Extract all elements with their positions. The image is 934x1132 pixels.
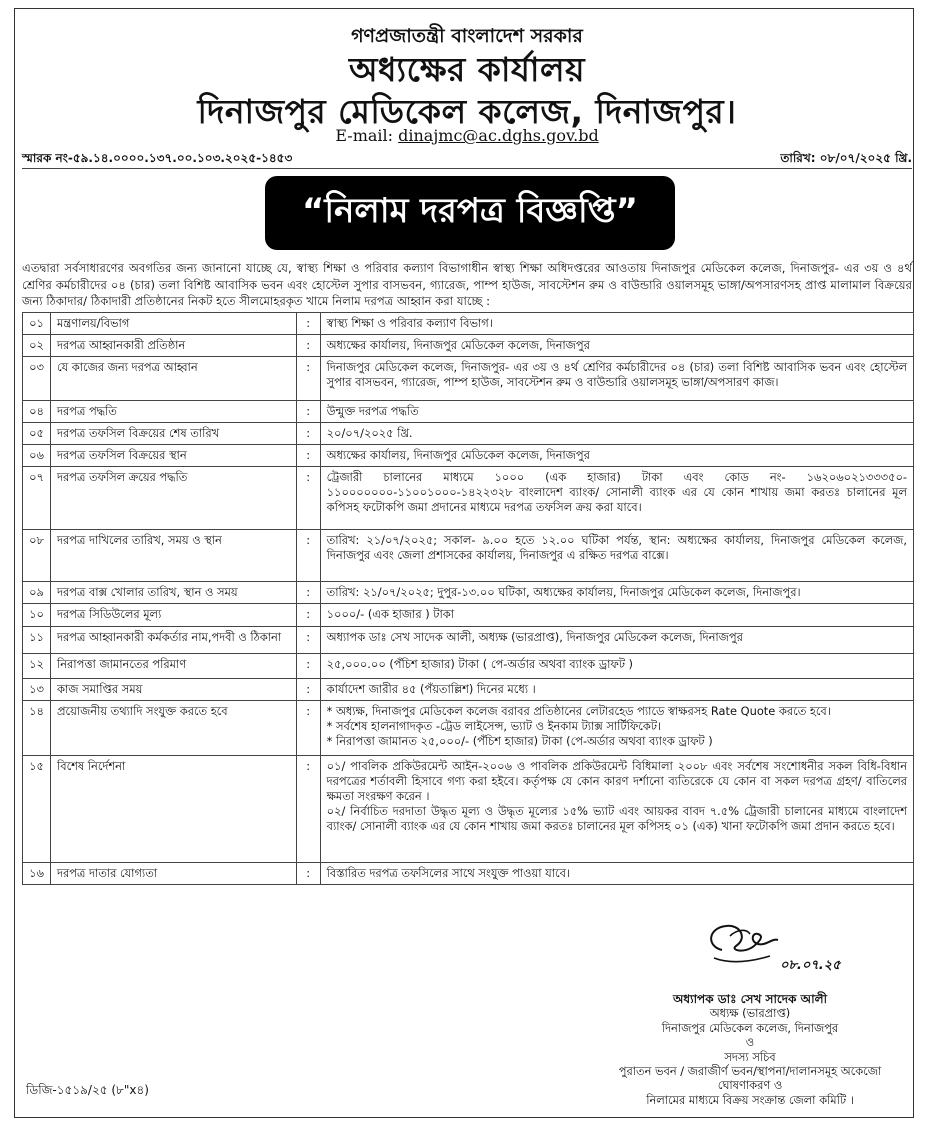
row-value bbox=[320, 401, 913, 423]
row-number: ০১ bbox=[23, 313, 51, 335]
row-value bbox=[320, 701, 913, 756]
row-label: প্রয়োজনীয় তথ্যাদি সংযুক্ত করতে হবে bbox=[50, 701, 296, 756]
notice-title-banner bbox=[265, 176, 675, 250]
row-colon: : bbox=[296, 701, 320, 756]
row-value-line: * নিরাপত্তা জামানত ২৫,০০০/- (পঁচিশ হাজার) টাকা (পে-অর্ডার অথবা ব্যাংক ড্রাফট ) bbox=[326, 734, 713, 748]
row-value bbox=[320, 357, 913, 401]
signature-scribble-icon bbox=[700, 916, 790, 968]
table-row bbox=[23, 313, 914, 335]
row-colon: : bbox=[296, 679, 320, 701]
table-row bbox=[23, 423, 914, 445]
row-number: ০৮ bbox=[23, 530, 51, 582]
row-number: ১২ bbox=[23, 654, 51, 679]
row-label: দরপত্র তফসিল বিক্রয়ের শেষ তারিখ bbox=[50, 423, 296, 445]
table-row bbox=[23, 445, 914, 467]
row-label: কাজ সমাপ্তির সময় bbox=[50, 679, 296, 701]
row-value-line: ০১/ পাবলিক প্রকিউরমেন্ট আইন-২০০৬ ও পাবলিক প্রকিউরমেন্ট বিধিমালা ২০০৮ এবং সর্বশেষ সংশোধনীর সকল বিধি-বিধান দরপত্রের শর্তাবলী হিসাবে গণ্য করা হইবে। কর্তৃপক্ষ যে কোন কারণ দর্শানো ব্যতিরেকে যে কোন বা সকল দরপত্র গ্রহণ/ বাতিলের ক্ষমতা সংরক্ষণ করেন । bbox=[326, 759, 907, 803]
row-value-line: কার্যাদেশ জারীর ৪৫ (পঁয়তাল্লিশ) দিনের মধ্যে । bbox=[326, 682, 536, 696]
row-colon: : bbox=[296, 467, 320, 530]
row-value-line: অধ্যক্ষের কার্যালয়, দিনাজপুর মেডিকেল কলেজ, দিনাজপুর bbox=[326, 338, 590, 352]
table-row bbox=[23, 654, 914, 679]
table-row bbox=[23, 530, 914, 582]
row-label: বিশেষ নির্দেশনা bbox=[50, 756, 296, 863]
signatory-name: অধ্যাপক ডাঃ সেখ সাদেক আলী bbox=[672, 992, 828, 1006]
table-row bbox=[23, 335, 914, 357]
row-label: মন্ত্রণালয়/বিভাগ bbox=[50, 313, 296, 335]
row-value bbox=[320, 423, 913, 445]
document-id: ডিজি-১৫১৯/২৫ (৮"x৪) bbox=[26, 1083, 149, 1097]
row-label: দরপত্র আহ্বানকারী কর্মকর্তার নাম,পদবী ও ঠিকানা bbox=[50, 627, 296, 654]
college-title: দিনাজপুর মেডিকেল কলেজ, দিনাজপুর। bbox=[197, 92, 737, 131]
row-value-line: * সর্বশেষ হালনাগাদকৃত -ট্রেড লাইসেন্স, ভ্যাট ও ইনকাম ট্যাক্স সার্টিফিকেট। bbox=[326, 719, 662, 733]
row-number: ০৪ bbox=[23, 401, 51, 423]
email-label: E-mail: bbox=[335, 126, 394, 145]
email-address[interactable]: dinajmc@ac.dghs.gov.bd bbox=[398, 126, 599, 145]
row-number: ০৫ bbox=[23, 423, 51, 445]
memo-date: তারিখ: ০৮/০৭/২০২৫ খ্রি. bbox=[780, 151, 912, 165]
signature-conjunction: ও bbox=[745, 1035, 755, 1050]
row-value bbox=[320, 863, 913, 885]
committee-line-2: ঘোষণাকরণ ও bbox=[717, 1078, 783, 1093]
row-value bbox=[320, 654, 913, 679]
row-value-line: স্বাস্থ্য শিক্ষা ও পরিবার কল্যাণ বিভাগ। bbox=[326, 316, 493, 330]
row-colon: : bbox=[296, 423, 320, 445]
row-number: ১৬ bbox=[23, 863, 51, 885]
row-value-line: তারিখ: ২১/০৭/২০২৫; সকাল- ৯.০০ হতে ১২.০০ ঘটিকা পর্যন্ত, স্থান: অধ্যক্ষের কার্যালয়, দিনাজপুর মেডিকেল কলেজ, দিনাজপুর এবং জেলা প্রশাসকের কার্যালয়, দিনাজপুর এ রক্ষিত দরপত্র বাক্সে। bbox=[326, 533, 907, 562]
signature-block bbox=[600, 992, 900, 1107]
row-colon: : bbox=[296, 445, 320, 467]
row-label: দরপত্র দাখিলের তারিখ, সময় ও স্থান bbox=[50, 530, 296, 582]
table-row bbox=[23, 401, 914, 423]
row-value-line: ট্রেজারী চালানের মাধ্যমে ১০০০ (এক হাজার) টাকা এবং কোড নং- ১৬২০৬০২১৩৩৩৫০- ১১০০০০০০০-১১০০১০০০-১৪২২৩২৮ বাংলাদেশ ব্যাংক/ সোনালী ব্যাংক এর যে কোন শাখায় জমা করতঃ চালানের মূল কপিসহ ফটোকপি জমা প্রদানের মাধ্যমে দরপত্র তফসিল ক্রয় করা যাবে। bbox=[326, 470, 907, 514]
row-label: দরপত্র বাক্স খোলার তারিখ, স্থান ও সময় bbox=[50, 582, 296, 604]
row-number: ১৩ bbox=[23, 679, 51, 701]
row-number: ০২ bbox=[23, 335, 51, 357]
row-value bbox=[320, 582, 913, 604]
row-value bbox=[320, 756, 913, 863]
row-colon: : bbox=[296, 582, 320, 604]
row-colon: : bbox=[296, 863, 320, 885]
row-value bbox=[320, 679, 913, 701]
row-colon: : bbox=[296, 335, 320, 357]
table-row bbox=[23, 701, 914, 756]
table-row bbox=[23, 679, 914, 701]
email-line bbox=[0, 126, 934, 145]
committee-line-1: পুরাতন ভবন / জরাজীর্ণ ভবন/স্থাপনা/দালানসমূহ অকেজো bbox=[618, 1064, 882, 1079]
row-colon: : bbox=[296, 313, 320, 335]
row-value-line: উন্মুক্ত দরপত্র পদ্ধতি bbox=[326, 404, 419, 418]
memo-line bbox=[22, 150, 912, 169]
row-value bbox=[320, 604, 913, 627]
notice-title: “নিলাম দরপত্র বিজ্ঞপ্তি” bbox=[302, 190, 638, 231]
row-value-line: ১০০০/- (এক হাজার ) টাকা bbox=[326, 607, 455, 621]
row-label: যে কাজের জন্য দরপত্র আহ্বান bbox=[50, 357, 296, 401]
government-name: গণপ্রজাতন্ত্রী বাংলাদেশ সরকার bbox=[351, 25, 583, 47]
table-row bbox=[23, 357, 914, 401]
row-value-line: তারিখ: ২১/০৭/২০২৫; দুপুর-১৩.০০ ঘটিকা, অধ্যক্ষের কার্যালয়, দিনাজপুর মেডিকেল কলেজ, দিনাজপুর। bbox=[326, 585, 801, 599]
row-value-line: দিনাজপুর মেডিকেল কলেজ, দিনাজপুর- এর ৩য় ও ৪র্থ শ্রেণির কর্মচারীদের ০৪ (চার) তলা বিশিষ্ট আবাসিক ভবন এবং হোস্টেল সুপার বাসভবন, গ্যারেজ, পাম্প হাউজ, সাবস্টেশন রুম ও বাউন্ডারি ওয়ালসমূহ ভাঙ্গা/অপসারণ কাজ। bbox=[326, 360, 907, 389]
row-value bbox=[320, 627, 913, 654]
office-title: অধ্যক্ষের কার্যালয় bbox=[348, 50, 586, 89]
row-colon: : bbox=[296, 627, 320, 654]
row-colon: : bbox=[296, 530, 320, 582]
row-label: নিরাপত্তা জামানতের পরিমাণ bbox=[50, 654, 296, 679]
row-value-line: * অধ্যক্ষ, দিনাজপুর মেডিকেল কলেজ বরাবর প্রতিষ্ঠানের লেটারহেড প্যাডে স্বাক্ষরসহ Rate Quote করতে হবে। bbox=[326, 704, 831, 718]
row-number: ০৬ bbox=[23, 445, 51, 467]
row-value bbox=[320, 445, 913, 467]
intro-paragraph: এতদ্বারা সর্বসাধারণের অবগতির জন্য জানানো যাচ্ছে যে, স্বাস্থ্য শিক্ষা ও পরিবার কল্যাণ বিভাগাধীন স্বাস্থ্য শিক্ষা অধিদপ্তরের আওতায় দিনাজপুর মেডিকেল কলেজ, দিনাজপুর- এর ৩য় ও ৪র্থ শ্রেণির কর্মচারীদের ০৪ (চার) তলা বিশিষ্ট আবাসিক ভবন এবং হোস্টেল সুপার বাসভবন, গ্যারেজ, পাম্প হাউজ, সাবস্টেশন রুম ও বাউন্ডারি ওয়ালসমূহ ভাঙ্গা/অপসারণসহ প্রাপ্ত মালামাল বিক্রয়ের জন্য ঠিকাদার/ ঠিকাদারী প্রতিষ্ঠানের নিকট হতে সীলমোহরকৃত খামে নিলাম দরপত্র আহ্বান করা যাচ্ছে : bbox=[22, 261, 912, 308]
row-number: ০৯ bbox=[23, 582, 51, 604]
row-value-line: ২৫,০০০.০০ (পঁচিশ হাজার) টাকা ( পে-অর্ডার অথবা ব্যাংক ড্রাফট ) bbox=[326, 657, 633, 671]
committee-line-3: নিলামের মাধ্যমে বিক্রয় সংক্রান্ত জেলা কমিটি । bbox=[646, 1092, 854, 1107]
row-number: ১৫ bbox=[23, 756, 51, 863]
row-number: ১১ bbox=[23, 627, 51, 654]
row-number: ১০ bbox=[23, 604, 51, 627]
row-colon: : bbox=[296, 654, 320, 679]
row-label: দরপত্র সিডিউলের মূল্য bbox=[50, 604, 296, 627]
row-value bbox=[320, 530, 913, 582]
row-label: দরপত্র পদ্ধতি bbox=[50, 401, 296, 423]
row-value-line: অধ্যক্ষের কার্যালয়, দিনাজপুর মেডিকেল কলেজ, দিনাজপুর bbox=[326, 448, 590, 462]
row-label: দরপত্র দাতার যোগ্যতা bbox=[50, 863, 296, 885]
row-number: ১৪ bbox=[23, 701, 51, 756]
row-value-line: বিস্তারিত দরপত্র তফসিলের সাথে সংযুক্ত পাওয়া যাবে। bbox=[326, 866, 571, 880]
row-value-line: অধ্যাপক ডাঃ সেখ সাদেক আলী, অধ্যক্ষ (ভারপ্রাপ্ত), দিনাজপুর মেডিকেল কলেজ, দিনাজপুর bbox=[326, 630, 743, 644]
table-row bbox=[23, 863, 914, 885]
row-value-line: ২০/০৭/২০২৫ খ্রি. bbox=[326, 426, 413, 440]
tender-details-table bbox=[22, 312, 914, 885]
table-row bbox=[23, 627, 914, 654]
row-label: দরপত্র আহ্বানকারী প্রতিষ্ঠান bbox=[50, 335, 296, 357]
signature-date: ০৮.০৭.২৫ bbox=[780, 958, 841, 973]
memo-reference: স্মারক নং-৫৯.১৪.০০০০.১৩৭.০০.১০৩.২০২৫-১৪৫৩ bbox=[22, 151, 293, 165]
row-colon: : bbox=[296, 401, 320, 423]
signatory-institution: দিনাজপুর মেডিকেল কলেজ, দিনাজপুর bbox=[661, 1020, 839, 1035]
row-value bbox=[320, 467, 913, 530]
table-row bbox=[23, 756, 914, 863]
row-colon: : bbox=[296, 357, 320, 401]
row-label: দরপত্র তফসিল ক্রয়ের পদ্ধতি bbox=[50, 467, 296, 530]
row-label: দরপত্র তফসিল বিক্রয়ের স্থান bbox=[50, 445, 296, 467]
signatory-role: সদস্য সচিব bbox=[724, 1049, 776, 1064]
row-number: ০৩ bbox=[23, 357, 51, 401]
row-colon: : bbox=[296, 604, 320, 627]
table-row bbox=[23, 582, 914, 604]
row-value-line: ০২/ নির্বাচিত দরদাতা উদ্ধৃত মূল্য ও উদ্ধৃত মূল্যের ১৫% ভ্যাট এবং আয়কর বাবদ ৭.৫% ট্রেজারী চালানের মাধ্যমে বাংলাদেশ ব্যাংক/ সোনালী ব্যাংক এর যে কোন শাখায় জমা করতঃ চালানের মূল কপিসহ ০১ (এক) খানা ফটোকপি জমা প্রদান করতে হবে। bbox=[326, 804, 907, 833]
table-row bbox=[23, 467, 914, 530]
row-value bbox=[320, 335, 913, 357]
signatory-designation: অধ্যক্ষ (ভারপ্রাপ্ত) bbox=[709, 1006, 791, 1021]
row-colon: : bbox=[296, 756, 320, 863]
table-row bbox=[23, 604, 914, 627]
row-number: ০৭ bbox=[23, 467, 51, 530]
row-value bbox=[320, 313, 913, 335]
